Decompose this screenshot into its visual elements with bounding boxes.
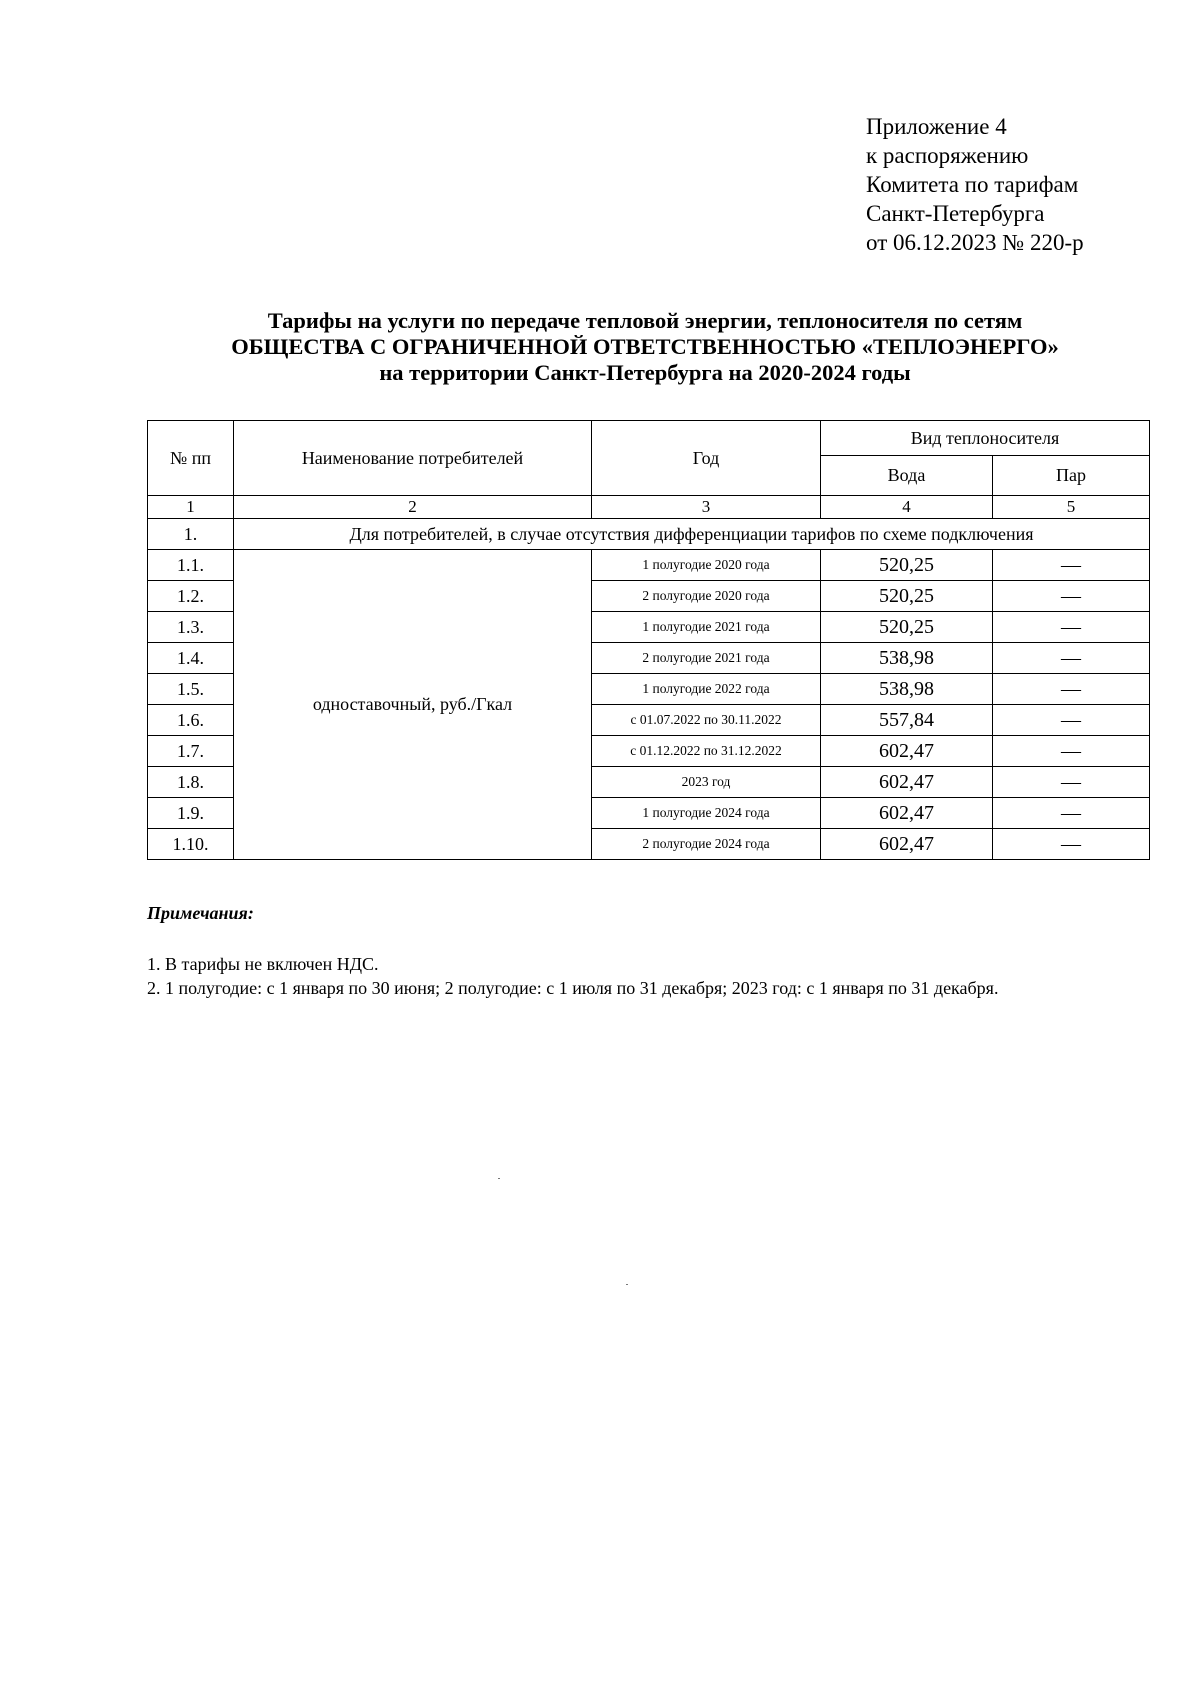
tariff-table	[147, 420, 1150, 860]
steam-tariff: —	[993, 612, 1150, 643]
column-index: 4	[821, 496, 993, 519]
period-cell: 2023 год	[592, 767, 821, 798]
section-row	[148, 519, 1150, 550]
water-tariff: 602,47	[821, 767, 993, 798]
steam-tariff: —	[993, 550, 1150, 581]
column-index: 3	[592, 496, 821, 519]
column-index: 5	[993, 496, 1150, 519]
header-steam: Пар	[993, 456, 1150, 496]
water-tariff: 602,47	[821, 736, 993, 767]
header-row	[148, 421, 1150, 456]
period-cell: 2 полугодие 2020 года	[592, 581, 821, 612]
section-num: 1.	[148, 519, 234, 550]
row-num: 1.1.	[148, 550, 234, 581]
appendix-line: Комитета по тарифам	[866, 172, 1079, 197]
row-num: 1.6.	[148, 705, 234, 736]
header-num: № пп	[148, 421, 234, 496]
note-item: 2. 1 полугодие: с 1 января по 30 июня; 2 полугодие: с 1 июля по 31 декабря; 2023 год: с 1 января по 31 декабря.	[147, 978, 999, 998]
water-tariff: 538,98	[821, 674, 993, 705]
steam-tariff: —	[993, 674, 1150, 705]
header-carrier: Вид теплоносителя	[821, 421, 1150, 456]
column-index: 1	[148, 496, 234, 519]
appendix-line: от 06.12.2023 № 220-р	[866, 230, 1084, 255]
header-year: Год	[592, 421, 821, 496]
row-num: 1.2.	[148, 581, 234, 612]
row-num: 1.9.	[148, 798, 234, 829]
water-tariff: 520,25	[821, 550, 993, 581]
water-tariff: 520,25	[821, 581, 993, 612]
steam-tariff: —	[993, 643, 1150, 674]
title-line: ОБЩЕСТВА С ОГРАНИЧЕННОЙ ОТВЕТСТВЕННОСТЬЮ «ТЕПЛОЭНЕРГО»	[231, 334, 1059, 359]
notes-title: Примечания:	[147, 903, 254, 923]
period-cell: 1 полугодие 2020 года	[592, 550, 821, 581]
steam-tariff: —	[993, 705, 1150, 736]
period-cell: 1 полугодие 2021 года	[592, 612, 821, 643]
column-index: 2	[234, 496, 592, 519]
steam-tariff: —	[993, 798, 1150, 829]
notes-block	[147, 903, 998, 1000]
scan-speck	[626, 1284, 628, 1285]
column-index-row	[148, 496, 1150, 519]
water-tariff: 602,47	[821, 798, 993, 829]
appendix-line: Санкт-Петербурга	[866, 201, 1045, 226]
title-line: на территории Санкт-Петербурга на 2020-2024 годы	[379, 360, 911, 385]
period-cell: 2 полугодие 2021 года	[592, 643, 821, 674]
water-tariff: 602,47	[821, 829, 993, 860]
row-num: 1.3.	[148, 612, 234, 643]
title-line: Тарифы на услуги по передаче тепловой энергии, теплоносителя по сетям	[267, 308, 1023, 333]
note-item: 1. В тарифы не включен НДС.	[147, 954, 379, 974]
water-tariff: 557,84	[821, 705, 993, 736]
steam-tariff: —	[993, 581, 1150, 612]
water-tariff: 520,25	[821, 612, 993, 643]
scan-speck	[498, 1178, 500, 1179]
appendix-line: к распоряжению	[866, 143, 1029, 168]
period-cell: с 01.07.2022 по 30.11.2022	[592, 705, 821, 736]
table-row	[148, 550, 1150, 581]
period-cell: с 01.12.2022 по 31.12.2022	[592, 736, 821, 767]
consumer-name: одноставочный, руб./Гкал	[234, 550, 592, 860]
row-num: 1.7.	[148, 736, 234, 767]
header-name: Наименование потребителей	[234, 421, 592, 496]
appendix-block	[866, 112, 1084, 257]
row-num: 1.8.	[148, 767, 234, 798]
document-title	[130, 308, 1160, 386]
section-label: Для потребителей, в случае отсутствия дифференциации тарифов по схеме подключения	[234, 519, 1150, 550]
row-num: 1.5.	[148, 674, 234, 705]
header-water: Вода	[821, 456, 993, 496]
steam-tariff: —	[993, 829, 1150, 860]
steam-tariff: —	[993, 767, 1150, 798]
row-num: 1.4.	[148, 643, 234, 674]
steam-tariff: —	[993, 736, 1150, 767]
appendix-line: Приложение 4	[866, 114, 1007, 139]
water-tariff: 538,98	[821, 643, 993, 674]
period-cell: 1 полугодие 2022 года	[592, 674, 821, 705]
row-num: 1.10.	[148, 829, 234, 860]
period-cell: 1 полугодие 2024 года	[592, 798, 821, 829]
period-cell: 2 полугодие 2024 года	[592, 829, 821, 860]
